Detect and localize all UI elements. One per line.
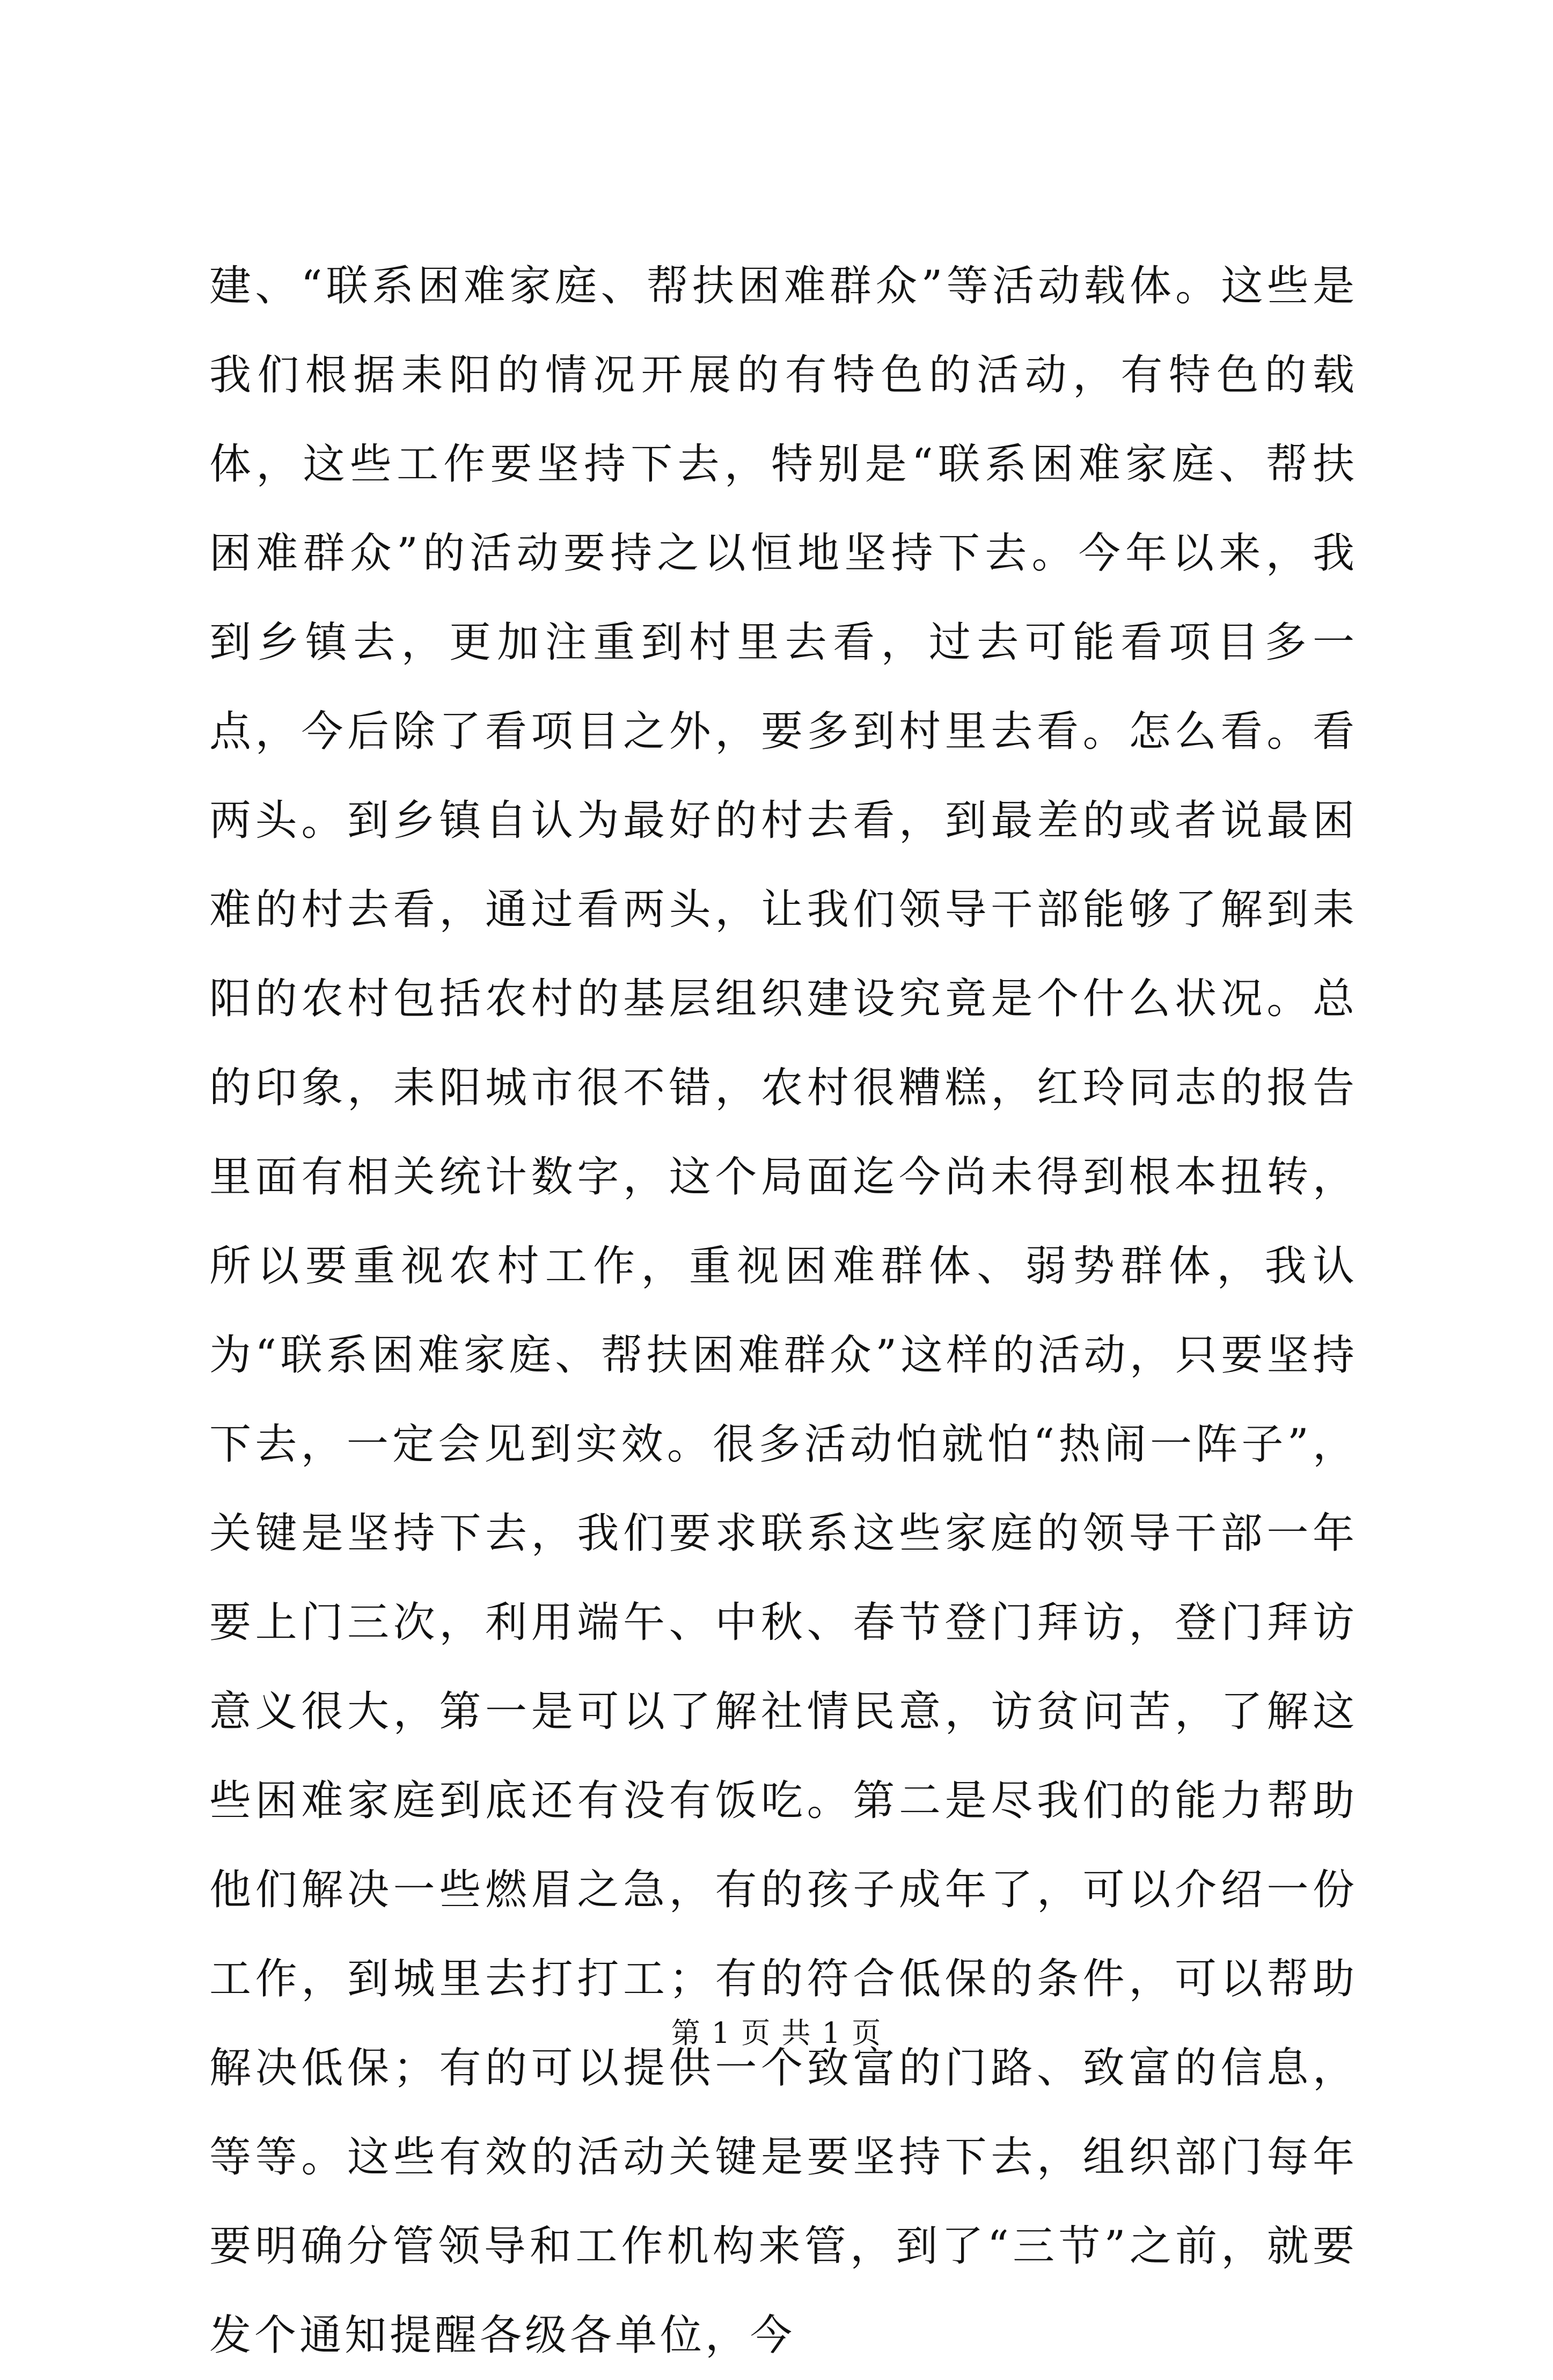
page-footer: 第 1 页 共 1 页: [671, 2016, 882, 2050]
body-paragraph: 建、“联系困难家庭、帮扶困难群众”等活动载体。这些是我们根据耒阳的情况开展的有特色的活动，有特色的载体，这些工作要坚持下去，特别是“联系困难家庭、帮扶困难群众”的活动要持之以恒地坚持下去。今年以来，我到乡镇去，更加注重到村里去看，过去可能看项目多一点，今后除了看项目之外，要多到村里去看。怎么看。看两头。到乡镇自认为最好的村去看，到最差的或者说最困难的村去看，通过看两头，让我们领导干部能够了解到耒阳的农村包括农村的基层组织建设究竟是个什么状况。总的印象，耒阳城市很不错，农村很糟糕，红玲同志的报告里面有相关统计数字，这个局面迄今尚未得到根本扭转，所以要重视农村工作，重视困难群体、弱势群体，我认为“联系困难家庭、帮扶困难群众”这样的活动，只要坚持下去，一定会见到实效。很多活动怕就怕“热闹一阵子”，关键是坚持下去，我们要求联系这些家庭的领导干部一年要上门三次，利用端午、中秋、春节登门拜访，登门拜访意义很大，第一是可以了解社情民意，访贫问苦，了解这些困难家庭到底还有没有饭吃。第二是尽我们的能力帮助他们解决一些燃眉之急，有的孩子成年了，可以介绍一份工作，到城里去打打工；有的符合低保的条件，可以帮助解决低保；有的可以提供一个致富的门路、致富的信息，等等。这些有效的活动关键是要坚持下去，组织部门每年要明确分管领导和工作机构来管，到了“三节”之前，就要发个通知提醒各级各单位，今: [209, 262, 1358, 2360]
